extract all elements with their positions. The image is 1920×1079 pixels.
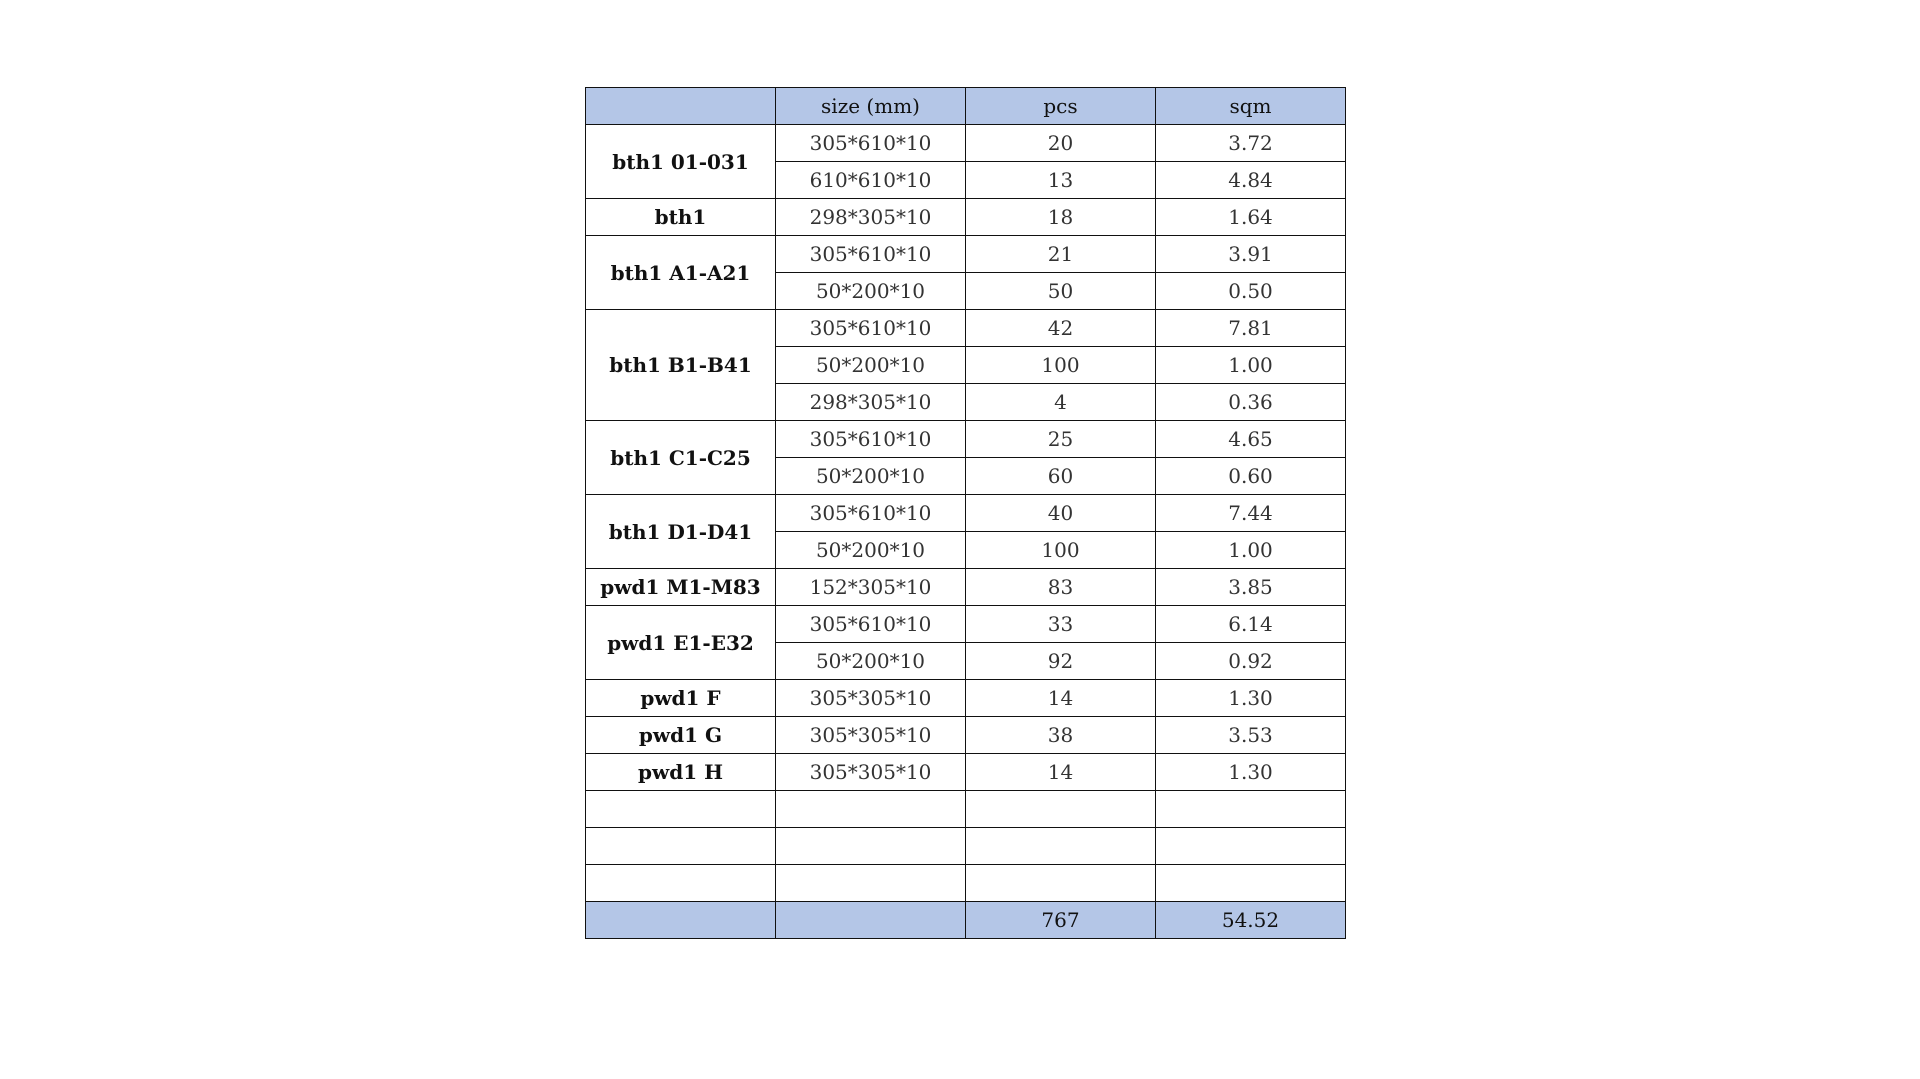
- size-cell[interactable]: 298*305*10: [776, 384, 966, 421]
- group-name-cell[interactable]: pwd1 F: [586, 680, 776, 717]
- empty-cell[interactable]: [966, 791, 1156, 828]
- table-row: [586, 717, 1346, 754]
- sqm-cell[interactable]: 0.60: [1156, 458, 1346, 495]
- spreadsheet-sheet: [585, 87, 1345, 939]
- pcs-cell[interactable]: 92: [966, 643, 1156, 680]
- group-name-cell[interactable]: pwd1 H: [586, 754, 776, 791]
- pcs-cell[interactable]: 100: [966, 347, 1156, 384]
- sqm-cell[interactable]: 3.91: [1156, 236, 1346, 273]
- table-row: [586, 125, 1346, 162]
- pcs-cell[interactable]: 20: [966, 125, 1156, 162]
- sqm-cell[interactable]: 1.00: [1156, 347, 1346, 384]
- tile-quantity-table: [585, 87, 1346, 939]
- size-cell[interactable]: 305*610*10: [776, 310, 966, 347]
- header-cell-size[interactable]: size (mm): [776, 88, 966, 125]
- pcs-cell[interactable]: 100: [966, 532, 1156, 569]
- table-row: [586, 754, 1346, 791]
- pcs-cell[interactable]: 14: [966, 680, 1156, 717]
- table-row: [586, 680, 1346, 717]
- table-row: [586, 495, 1346, 532]
- sqm-cell[interactable]: 3.53: [1156, 717, 1346, 754]
- size-cell[interactable]: 305*305*10: [776, 717, 966, 754]
- header-cell-pcs[interactable]: pcs: [966, 88, 1156, 125]
- size-cell[interactable]: 50*200*10: [776, 273, 966, 310]
- empty-cell[interactable]: [966, 828, 1156, 865]
- size-cell[interactable]: 305*610*10: [776, 606, 966, 643]
- pcs-cell[interactable]: 18: [966, 199, 1156, 236]
- table-row: [586, 421, 1346, 458]
- group-name-cell[interactable]: bth1 01-031: [586, 125, 776, 199]
- pcs-cell[interactable]: 25: [966, 421, 1156, 458]
- group-name-cell[interactable]: bth1 B1-B41: [586, 310, 776, 421]
- size-cell[interactable]: 50*200*10: [776, 458, 966, 495]
- pcs-cell[interactable]: 4: [966, 384, 1156, 421]
- empty-cell[interactable]: [1156, 791, 1346, 828]
- group-name-cell[interactable]: bth1 A1-A21: [586, 236, 776, 310]
- pcs-cell[interactable]: 33: [966, 606, 1156, 643]
- group-name-cell[interactable]: pwd1 E1-E32: [586, 606, 776, 680]
- empty-cell[interactable]: [1156, 828, 1346, 865]
- sqm-cell[interactable]: 4.84: [1156, 162, 1346, 199]
- empty-row: [586, 791, 1346, 828]
- size-cell[interactable]: 305*610*10: [776, 495, 966, 532]
- size-cell[interactable]: 298*305*10: [776, 199, 966, 236]
- size-cell[interactable]: 305*305*10: [776, 754, 966, 791]
- empty-row: [586, 865, 1346, 902]
- sqm-cell[interactable]: 0.36: [1156, 384, 1346, 421]
- size-cell[interactable]: 152*305*10: [776, 569, 966, 606]
- sqm-cell[interactable]: 0.50: [1156, 273, 1346, 310]
- table-row: [586, 236, 1346, 273]
- header-cell-group[interactable]: [586, 88, 776, 125]
- total-row: [586, 902, 1346, 939]
- pcs-cell[interactable]: 13: [966, 162, 1156, 199]
- size-cell[interactable]: 305*610*10: [776, 236, 966, 273]
- empty-cell[interactable]: [586, 828, 776, 865]
- table-row: [586, 606, 1346, 643]
- table-row: [586, 569, 1346, 606]
- group-name-cell[interactable]: bth1 D1-D41: [586, 495, 776, 569]
- pcs-cell[interactable]: 14: [966, 754, 1156, 791]
- sqm-cell[interactable]: 1.64: [1156, 199, 1346, 236]
- size-cell[interactable]: 305*610*10: [776, 125, 966, 162]
- empty-cell[interactable]: [966, 865, 1156, 902]
- sqm-cell[interactable]: 1.00: [1156, 532, 1346, 569]
- pcs-cell[interactable]: 40: [966, 495, 1156, 532]
- group-name-cell[interactable]: bth1: [586, 199, 776, 236]
- sqm-cell[interactable]: 1.30: [1156, 754, 1346, 791]
- sqm-cell[interactable]: 3.85: [1156, 569, 1346, 606]
- pcs-cell[interactable]: 83: [966, 569, 1156, 606]
- size-cell[interactable]: 610*610*10: [776, 162, 966, 199]
- header-cell-sqm[interactable]: sqm: [1156, 88, 1346, 125]
- pcs-cell[interactable]: 38: [966, 717, 1156, 754]
- total-label-cell[interactable]: [586, 902, 776, 939]
- table-row: [586, 310, 1346, 347]
- empty-cell[interactable]: [776, 828, 966, 865]
- empty-cell[interactable]: [776, 865, 966, 902]
- sqm-cell[interactable]: 6.14: [1156, 606, 1346, 643]
- sqm-cell[interactable]: 7.44: [1156, 495, 1346, 532]
- sqm-cell[interactable]: 3.72: [1156, 125, 1346, 162]
- empty-row: [586, 828, 1346, 865]
- pcs-cell[interactable]: 50: [966, 273, 1156, 310]
- sqm-cell[interactable]: 1.30: [1156, 680, 1346, 717]
- pcs-cell[interactable]: 42: [966, 310, 1156, 347]
- group-name-cell[interactable]: pwd1 M1-M83: [586, 569, 776, 606]
- size-cell[interactable]: 305*305*10: [776, 680, 966, 717]
- size-cell[interactable]: 50*200*10: [776, 532, 966, 569]
- empty-cell[interactable]: [776, 791, 966, 828]
- size-cell[interactable]: 50*200*10: [776, 347, 966, 384]
- sqm-cell[interactable]: 0.92: [1156, 643, 1346, 680]
- total-size-cell[interactable]: [776, 902, 966, 939]
- pcs-cell[interactable]: 21: [966, 236, 1156, 273]
- group-name-cell[interactable]: bth1 C1-C25: [586, 421, 776, 495]
- sqm-cell[interactable]: 7.81: [1156, 310, 1346, 347]
- table-body: [586, 125, 1346, 902]
- total-sqm-cell[interactable]: 54.52: [1156, 902, 1346, 939]
- empty-cell[interactable]: [1156, 865, 1346, 902]
- sqm-cell[interactable]: 4.65: [1156, 421, 1346, 458]
- table-row: [586, 199, 1346, 236]
- empty-cell[interactable]: [586, 865, 776, 902]
- group-name-cell[interactable]: pwd1 G: [586, 717, 776, 754]
- header-row: [586, 88, 1346, 125]
- empty-cell[interactable]: [586, 791, 776, 828]
- total-pcs-cell[interactable]: 767: [966, 902, 1156, 939]
- size-cell[interactable]: 50*200*10: [776, 643, 966, 680]
- size-cell[interactable]: 305*610*10: [776, 421, 966, 458]
- pcs-cell[interactable]: 60: [966, 458, 1156, 495]
